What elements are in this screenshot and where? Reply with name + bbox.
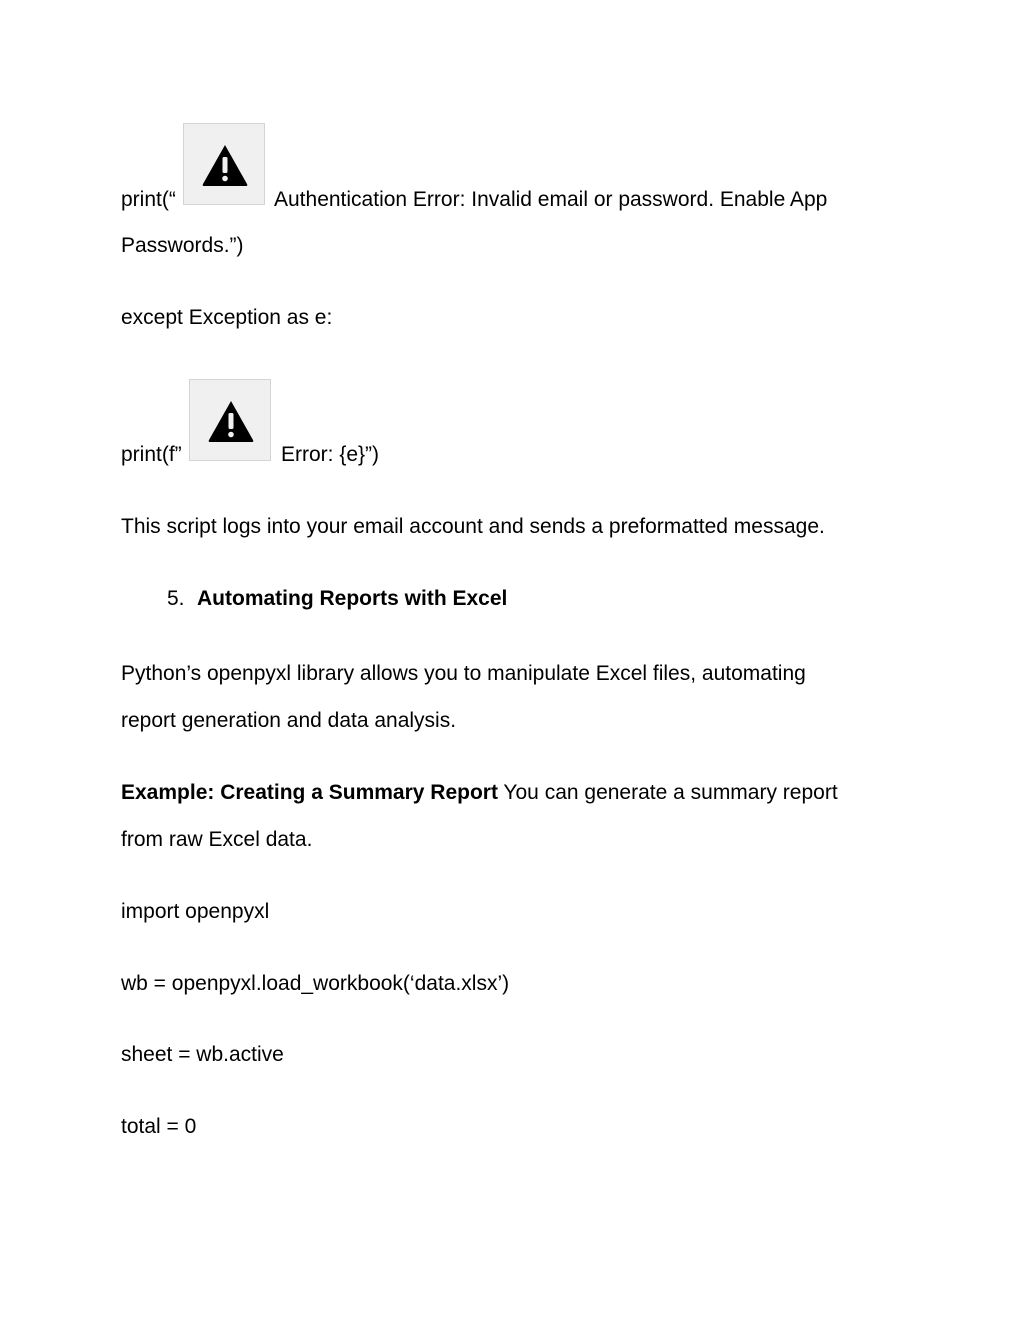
example-paragraph-line-2: from raw Excel data.: [121, 828, 313, 851]
code-line: total = 0: [121, 1115, 197, 1138]
intro-paragraph-line-2: report generation and data analysis.: [121, 709, 457, 732]
example-heading: Example: Creating a Summary Report: [121, 781, 498, 804]
auth-error-continuation: Passwords.”): [121, 234, 244, 257]
generic-error-prefix: print(f”: [121, 443, 182, 466]
code-line: wb = openpyxl.load_workbook(‘data.xlsx’): [121, 972, 510, 995]
example-text: You can generate a summary report: [503, 781, 838, 804]
section-title: Automating Reports with Excel: [197, 587, 508, 610]
example-paragraph-line-1: [121, 779, 838, 807]
auth-error-prefix: print(“: [121, 188, 176, 211]
section-number: 5.: [167, 587, 185, 610]
intro-paragraph-line-1: Python’s openpyxl library allows you to manipulate Excel files, automating: [121, 662, 806, 685]
auth-error-print-line: [121, 186, 176, 214]
warning-icon: [189, 379, 271, 461]
except-line: except Exception as e:: [121, 306, 333, 329]
generic-error-message: Error: {e}”): [281, 443, 380, 466]
code-line: sheet = wb.active: [121, 1043, 284, 1066]
auth-error-message: Authentication Error: Invalid email or password. Enable App: [274, 188, 828, 211]
warning-icon: [183, 123, 265, 205]
script-description: This script logs into your email account and sends a preformatted message.: [121, 515, 825, 538]
code-line: import openpyxl: [121, 900, 270, 923]
